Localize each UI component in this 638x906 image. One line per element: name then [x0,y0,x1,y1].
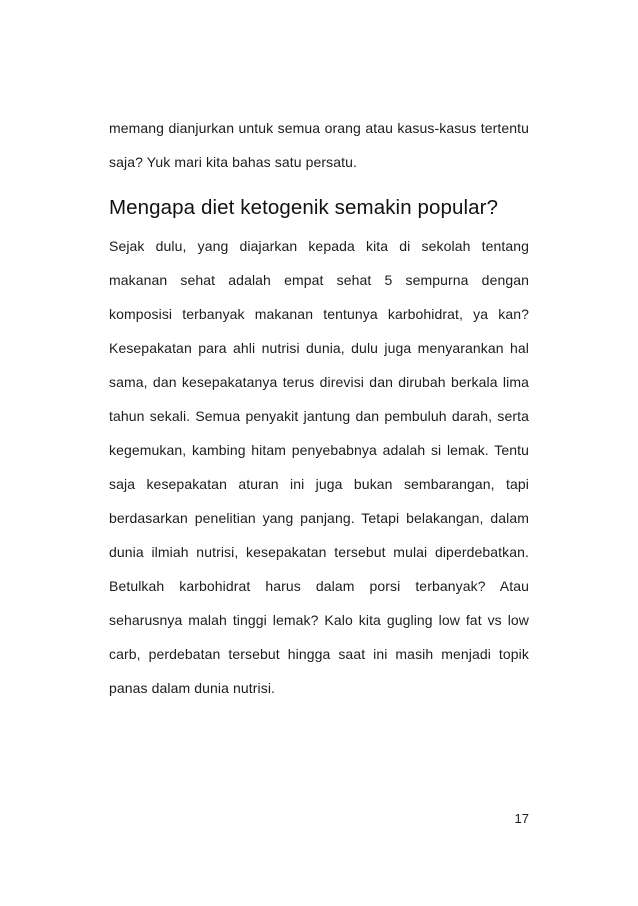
page-number: 17 [514,811,529,826]
page-content [109,111,529,705]
body-paragraph: Sejak dulu, yang diajarkan kepada kita di sekolah tentang makanan sehat adalah empat sehat 5 sempurna dengan komposisi terbanyak makanan tentunya karbohidrat, ya kan? Kesepakatan para ahli nutrisi dunia, dulu juga menyarankan hal sama, dan kesepakatanya terus direvisi dan dirubah berkala lima tahun sekali. Semua penyakit jantung dan pembuluh darah, serta kegemukan, kambing hitam penyebabnya adalah si lemak. Tentu saja kesepakatan aturan ini juga bukan sembarangan, tapi berdasarkan penelitian yang panjang. Tetapi belakangan, dalam dunia ilmiah nutrisi, kesepakatan tersebut mulai diperdebatkan. Betulkah karbohidrat harus dalam porsi terbanyak? Atau seharusnya malah tinggi lemak? Kalo kita gugling low fat vs low carb, perdebatan tersebut hingga saat ini masih menjadi topik panas dalam dunia nutrisi. [109,238,529,696]
section-heading: Mengapa diet ketogenik semakin popular? [109,196,499,219]
intro-paragraph: memang dianjurkan untuk semua orang atau kasus-kasus tertentu saja? Yuk mari kita bahas satu persatu. [109,120,529,170]
